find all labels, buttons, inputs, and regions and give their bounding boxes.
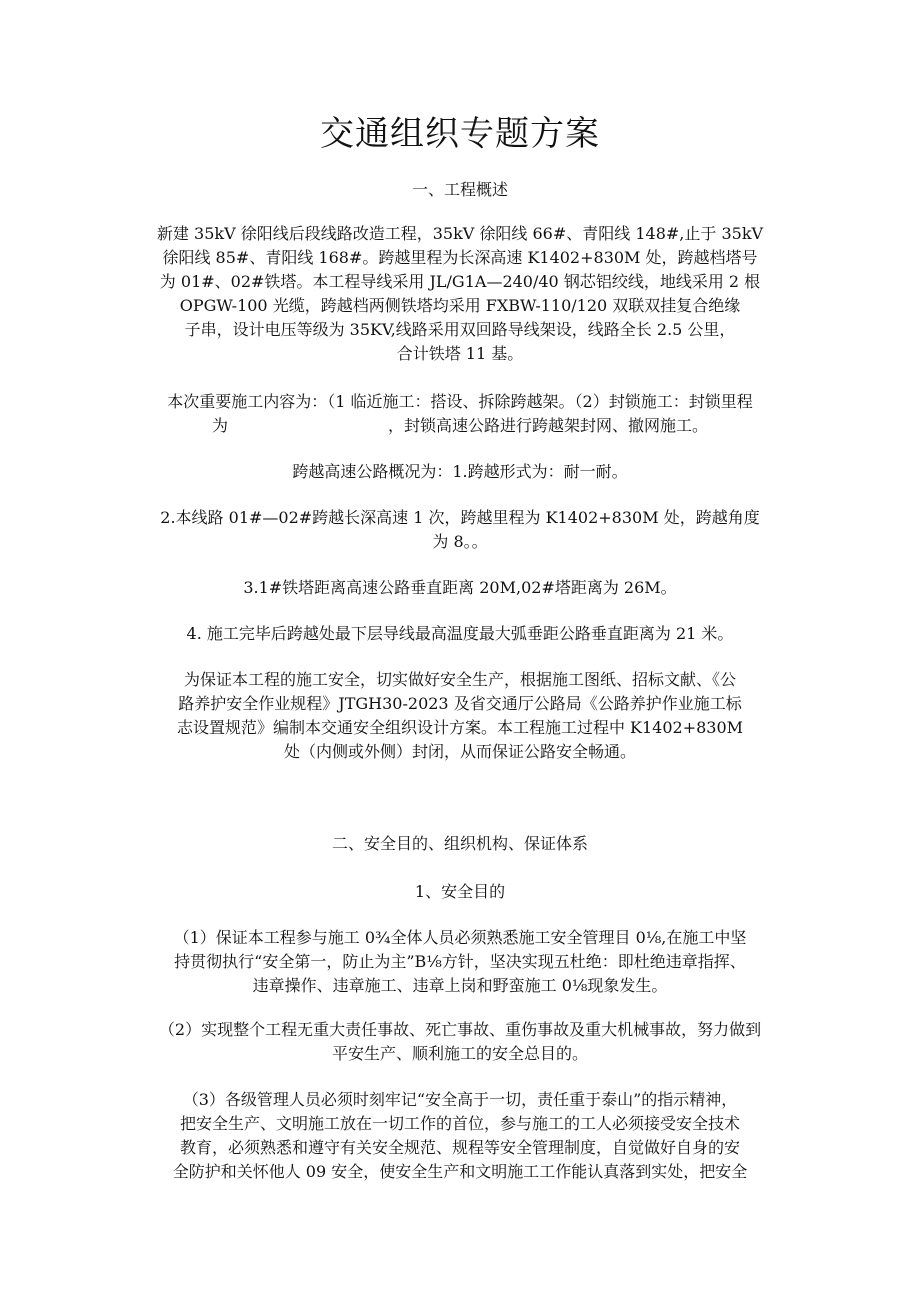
text-line: OPGW-100 光缆，跨越档两侧铁塔均采用 FXBW-110/120 双联双挂复合绝缘	[179, 296, 741, 315]
text-line: 持贯彻执行“安全第一，防止为主”B⅛方针，坚决实现五杜绝：即杜绝违章指挥、	[174, 952, 746, 971]
text-line: 处（内侧或外侧）封闭，从而保证公路安全畅通。	[283, 742, 636, 761]
text-line: 把安全生产、文明施工放在一切工作的首位，参与施工的工人必须接受安全技术	[179, 1114, 740, 1133]
text-line: 新建 35kV 徐阳线后段线路改造工程，35kV 徐阳线 66#、青阳线 148#,止于 35kV	[156, 224, 764, 243]
text-line: 合计铁塔 11 基。	[396, 344, 524, 363]
text-line: （2）实现整个工程无重大责任事故、死亡事故、重伤事故及重大机械事故，努力做到	[158, 1020, 762, 1039]
text-line: 为保证本工程的施工安全，切实做好安全生产，根据施工图纸、招标文献、《公	[183, 670, 736, 689]
text-line: （1）保证本工程参与施工 0¾全体人员必须熟悉施工安全管理目 0⅛,在施工中坚	[173, 928, 747, 947]
text-line: 徐阳线 85#、青阳线 168#。跨越里程为长深高速 K1402+830M 处，跨越档塔号	[162, 248, 758, 267]
text-line: 平安生产、顺利施工的安全总目的。	[331, 1044, 588, 1063]
item3-line: 3.1#铁塔距离高速公路垂直距离 20M,02#塔距离为 26M。	[243, 578, 677, 597]
text-line: 教育，必须熟悉和遵守有关安全规范、规程等安全管理制度，自觉做好自身的安	[179, 1138, 740, 1157]
text-line: （3）各级管理人员必须时刻牢记“安全高于一切，责任重于泰山”的指示精神，	[182, 1090, 738, 1109]
item4-line: 4. 施工完毕后跨越处最下层导线最高温度最大弧垂距公路垂直距离为 21 米。	[186, 624, 734, 643]
document-title: 交通组织专题方案	[320, 114, 600, 154]
text-line: 子串，设计电压等级为 35KV,线路采用双回路导线架设，线路全长 2.5 公里，	[184, 320, 736, 339]
text-line: 为 01#、02#铁塔。本工程导线采用 JL/G1A—240/40 钢芯铝绞线，地线采用 2 根	[159, 272, 761, 291]
text-line: 路养护安全作业规程》JTGH30-2023 及省交通厅公路局《公路养护作业施工标	[178, 694, 742, 713]
text-line: 为 ，封锁高速公路进行跨越架封网、撤网施工。	[211, 416, 708, 435]
text-line: 本次重要施工内容为：（1 临近施工：搭设、拆除跨越架。（2）封锁施工：封锁里程	[167, 392, 753, 411]
section1-heading: 一、工程概述	[411, 180, 508, 199]
crossing-intro: 跨越高速公路概况为：1.跨越形式为：耐一耐。	[292, 462, 628, 481]
section2-heading: 二、安全目的、组织机构、保证体系	[331, 834, 588, 853]
text-line: 全防护和关怀他人 09 安全，使安全生产和文明施工工作能认真落到实处，把安全	[172, 1162, 748, 1181]
text-line: 2.本线路 01#—02#跨越长深高速 1 次，跨越里程为 K1402+830M 处，跨越角度	[160, 508, 760, 527]
text-line: 违章操作、违章施工、违章上岗和野蛮施工 0⅛现象发生。	[252, 976, 668, 995]
text-line: 志设置规范》编制本交通安全组织设计方案。本工程施工过程中 K1402+830M	[176, 718, 744, 737]
section2-subheading: 1、安全目的	[414, 882, 506, 901]
text-line: 为 8。。	[432, 532, 488, 551]
